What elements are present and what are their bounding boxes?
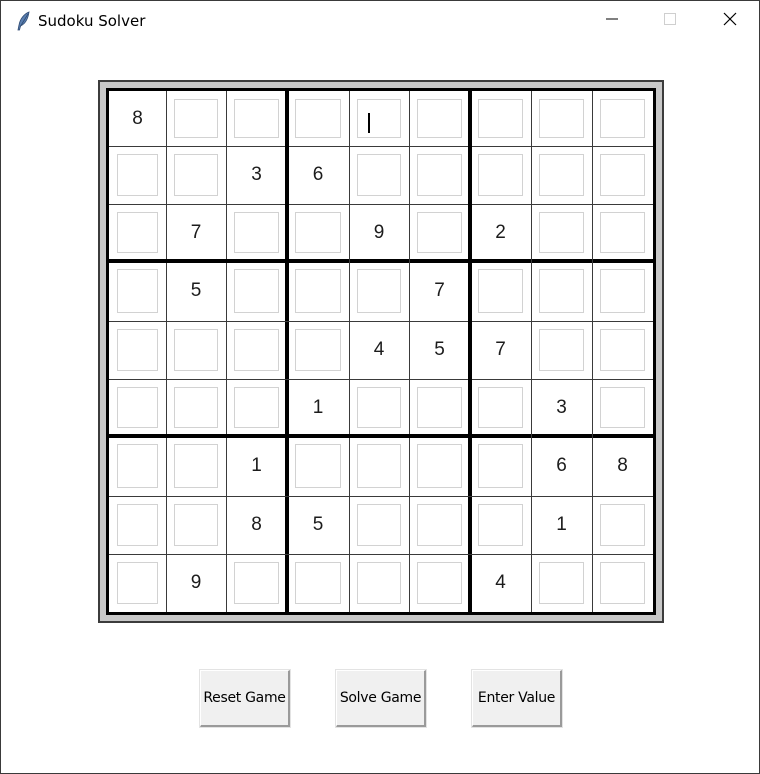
cell-entry-field[interactable] — [600, 387, 645, 428]
sudoku-cell-r6-c6[interactable] — [409, 379, 470, 436]
cell-value: 7 — [190, 221, 202, 243]
sudoku-cell-r7-c1[interactable] — [109, 436, 166, 496]
cell-value: 1 — [251, 455, 262, 476]
sudoku-cell-r9-c9[interactable] — [592, 554, 653, 612]
cell-value: 5 — [312, 514, 324, 535]
cell-entry-field[interactable] — [478, 154, 523, 196]
cell-entry-field[interactable] — [234, 562, 279, 604]
cell-value: 7 — [434, 280, 445, 301]
cell-value: 8 — [251, 514, 262, 535]
cell-entry-field[interactable] — [417, 387, 462, 428]
cell-entry-field[interactable] — [417, 212, 462, 253]
cell-value: 8 — [617, 455, 628, 476]
cell-value: 1 — [312, 396, 324, 418]
sudoku-cell-r4-c8[interactable] — [531, 261, 592, 321]
sudoku-cell-r4-c9[interactable] — [592, 261, 653, 321]
cell-entry-field[interactable] — [478, 269, 523, 313]
sudoku-cell-r7-c7[interactable] — [470, 436, 531, 496]
cell-divider-vertical — [531, 91, 532, 612]
cell-entry-field[interactable] — [234, 212, 279, 253]
cell-entry-field[interactable] — [417, 504, 462, 546]
sudoku-cell-r1-c9[interactable] — [592, 91, 653, 146]
cell-entry-field[interactable] — [117, 269, 158, 313]
cell-entry-field[interactable] — [234, 99, 279, 138]
minimize-icon — [606, 12, 618, 30]
sudoku-cell-r3-c9[interactable] — [592, 204, 653, 261]
sudoku-cell-r8-c8[interactable] — [531, 496, 592, 554]
sudoku-cell-r5-c9[interactable] — [592, 321, 653, 379]
enter-value-button[interactable]: Enter Value — [472, 670, 562, 727]
cell-entry-field[interactable] — [295, 562, 341, 604]
sudoku-cell-r5-c4[interactable] — [287, 321, 349, 379]
sudoku-cell-r2-c9[interactable] — [592, 146, 653, 204]
cell-value: 8 — [132, 107, 143, 129]
cell-entry-field[interactable] — [357, 154, 401, 196]
minimize-button[interactable] — [583, 1, 641, 41]
sudoku-grid — [106, 88, 656, 615]
cell-entry-field[interactable] — [117, 329, 158, 371]
cell-entry-field[interactable] — [295, 99, 341, 138]
cell-entry-field[interactable] — [357, 504, 401, 546]
cell-entry-field[interactable] — [234, 387, 279, 428]
cell-entry-field[interactable] — [539, 99, 584, 138]
text-cursor — [368, 113, 370, 133]
sudoku-cell-r4-c2[interactable] — [166, 261, 226, 321]
cell-entry-field[interactable] — [357, 444, 401, 488]
cell-divider-horizontal — [109, 321, 653, 322]
sudoku-cell-r4-c7[interactable] — [470, 261, 531, 321]
cell-entry-field[interactable] — [295, 269, 341, 313]
sudoku-cell-r4-c4[interactable] — [287, 261, 349, 321]
sudoku-cell-r8-c7[interactable] — [470, 496, 531, 554]
sudoku-cell-r2-c7[interactable] — [470, 146, 531, 204]
cell-value: 4 — [373, 339, 385, 360]
maximize-button[interactable] — [641, 1, 699, 41]
cell-entry-field[interactable] — [174, 504, 218, 546]
cell-entry-field[interactable] — [539, 269, 584, 313]
cell-divider-horizontal — [109, 146, 653, 147]
maximize-icon — [664, 12, 676, 30]
cell-value: 5 — [190, 280, 202, 301]
cell-entry-field[interactable] — [174, 154, 218, 196]
cell-divider-vertical — [349, 91, 350, 612]
sudoku-cell-r1-c1[interactable] — [109, 91, 166, 146]
sudoku-cell-r3-c5[interactable] — [349, 204, 409, 261]
sudoku-cell-r9-c5[interactable] — [349, 554, 409, 612]
cell-entry-field[interactable] — [417, 154, 462, 196]
sudoku-cell-r6-c5[interactable] — [349, 379, 409, 436]
cell-entry-field[interactable] — [357, 387, 401, 428]
feather-icon — [15, 11, 31, 31]
sudoku-cell-r8-c6[interactable] — [409, 496, 470, 554]
sudoku-cell-r5-c6[interactable] — [409, 321, 470, 379]
sudoku-cell-r2-c8[interactable] — [531, 146, 592, 204]
sudoku-cell-r5-c7[interactable] — [470, 321, 531, 379]
sudoku-cell-r7-c3[interactable] — [226, 436, 287, 496]
cell-entry-field[interactable] — [357, 562, 401, 604]
sudoku-cell-r5-c1[interactable] — [109, 321, 166, 379]
sudoku-cell-r2-c4[interactable] — [287, 146, 349, 204]
sudoku-cell-r9-c8[interactable] — [531, 554, 592, 612]
box-divider-horizontal — [109, 434, 653, 438]
cell-value: 3 — [251, 164, 262, 185]
sudoku-cell-r3-c4[interactable] — [287, 204, 349, 261]
sudoku-cell-r5-c8[interactable] — [531, 321, 592, 379]
sudoku-cell-r9-c1[interactable] — [109, 554, 166, 612]
cell-entry-field[interactable] — [117, 504, 158, 546]
cell-entry-field[interactable] — [417, 444, 462, 488]
cell-value: 6 — [312, 164, 324, 185]
cell-divider-vertical — [409, 91, 410, 612]
cell-value: 7 — [495, 339, 506, 360]
cell-entry-field[interactable] — [478, 387, 523, 428]
sudoku-cell-r5-c5[interactable] — [349, 321, 409, 379]
sudoku-cell-r7-c5[interactable] — [349, 436, 409, 496]
cell-entry-field[interactable] — [600, 504, 645, 546]
sudoku-cell-r8-c2[interactable] — [166, 496, 226, 554]
sudoku-cell-r6-c3[interactable] — [226, 379, 287, 436]
cell-entry-field[interactable] — [117, 444, 158, 488]
sudoku-cell-r3-c8[interactable] — [531, 204, 592, 261]
cell-value: 4 — [495, 572, 506, 593]
title-bar — [1, 1, 759, 41]
sudoku-cell-r5-c2[interactable] — [166, 321, 226, 379]
sudoku-cell-r7-c9[interactable] — [592, 436, 653, 496]
sudoku-cell-r3-c7[interactable] — [470, 204, 531, 261]
sudoku-cell-r1-c7[interactable] — [470, 91, 531, 146]
cell-entry-field[interactable] — [174, 99, 218, 138]
cell-entry-field[interactable] — [600, 212, 645, 253]
cell-entry-field[interactable] — [539, 154, 584, 196]
sudoku-cell-r9-c6[interactable] — [409, 554, 470, 612]
cell-entry-field[interactable] — [117, 212, 158, 253]
cell-entry-field[interactable] — [417, 562, 462, 604]
sudoku-cell-r5-c3[interactable] — [226, 321, 287, 379]
sudoku-cell-r2-c2[interactable] — [166, 146, 226, 204]
sudoku-cell-r3-c3[interactable] — [226, 204, 287, 261]
sudoku-cell-r8-c5[interactable] — [349, 496, 409, 554]
cell-entry-field[interactable] — [478, 444, 523, 488]
cell-entry-field[interactable] — [478, 99, 523, 138]
sudoku-cell-r2-c1[interactable] — [109, 146, 166, 204]
cell-entry-field[interactable] — [417, 99, 462, 138]
cell-value: 3 — [556, 396, 567, 418]
cell-divider-horizontal — [109, 204, 653, 205]
sudoku-cell-r6-c9[interactable] — [592, 379, 653, 436]
sudoku-cell-r6-c1[interactable] — [109, 379, 166, 436]
box-divider-vertical — [468, 91, 472, 612]
close-icon — [723, 12, 737, 31]
cell-divider-vertical — [166, 91, 167, 612]
cell-value: 9 — [373, 221, 385, 243]
cell-divider-horizontal — [109, 554, 653, 555]
solve-game-button[interactable]: Solve Game — [336, 670, 426, 727]
cell-entry-field[interactable] — [117, 154, 158, 196]
sudoku-cell-r7-c2[interactable] — [166, 436, 226, 496]
sudoku-cell-r6-c2[interactable] — [166, 379, 226, 436]
cell-entry-field[interactable] — [539, 329, 584, 371]
cell-entry-field[interactable] — [117, 562, 158, 604]
cell-entry-field[interactable] — [234, 329, 279, 371]
sudoku-cell-r4-c5[interactable] — [349, 261, 409, 321]
cell-divider-horizontal — [109, 379, 653, 380]
cell-value: 5 — [434, 339, 445, 360]
cell-entry-field[interactable] — [539, 212, 584, 253]
window-title: Sudoku Solver — [38, 12, 146, 30]
sudoku-cell-r3-c1[interactable] — [109, 204, 166, 261]
sudoku-cell-r8-c1[interactable] — [109, 496, 166, 554]
sudoku-cell-r6-c4[interactable] — [287, 379, 349, 436]
box-divider-horizontal — [109, 259, 653, 263]
box-divider-vertical — [285, 91, 289, 612]
sudoku-cell-r1-c6[interactable] — [409, 91, 470, 146]
sudoku-cell-r8-c4[interactable] — [287, 496, 349, 554]
cell-entry-field[interactable] — [600, 269, 645, 313]
cell-value: 1 — [556, 514, 567, 535]
sudoku-cell-r7-c8[interactable] — [531, 436, 592, 496]
reset-game-button[interactable]: Reset Game — [200, 670, 290, 727]
sudoku-cell-r9-c7[interactable] — [470, 554, 531, 612]
sudoku-cell-r7-c6[interactable] — [409, 436, 470, 496]
cell-entry-field[interactable] — [600, 329, 645, 371]
sudoku-cell-r2-c6[interactable] — [409, 146, 470, 204]
sudoku-cell-r1-c4[interactable] — [287, 91, 349, 146]
sudoku-cell-r8-c9[interactable] — [592, 496, 653, 554]
cell-entry-field[interactable] — [174, 329, 218, 371]
cell-entry-field[interactable] — [117, 387, 158, 428]
cell-divider-vertical — [592, 91, 593, 612]
sudoku-cell-r1-c3[interactable] — [226, 91, 287, 146]
cell-entry-field[interactable] — [478, 504, 523, 546]
sudoku-cell-r4-c6[interactable] — [409, 261, 470, 321]
cell-entry-field[interactable] — [295, 212, 341, 253]
sudoku-cell-r6-c7[interactable] — [470, 379, 531, 436]
cell-entry-field[interactable] — [295, 444, 341, 488]
sudoku-cell-r9-c4[interactable] — [287, 554, 349, 612]
cell-divider-vertical — [226, 91, 227, 612]
cell-value: 9 — [190, 572, 202, 593]
sudoku-cell-r1-c8[interactable] — [531, 91, 592, 146]
cell-entry-field[interactable] — [234, 269, 279, 313]
sudoku-board-frame — [98, 80, 664, 623]
cell-divider-horizontal — [109, 496, 653, 497]
sudoku-cell-r4-c3[interactable] — [226, 261, 287, 321]
cell-value: 6 — [556, 455, 567, 476]
sudoku-cell-r4-c1[interactable] — [109, 261, 166, 321]
sudoku-cell-r3-c2[interactable] — [166, 204, 226, 261]
sudoku-cell-r1-c2[interactable] — [166, 91, 226, 146]
sudoku-cell-r9-c3[interactable] — [226, 554, 287, 612]
cell-entry-field[interactable] — [539, 562, 584, 604]
sudoku-cell-r1-c5[interactable] — [349, 91, 409, 146]
cell-entry-field[interactable] — [600, 99, 645, 138]
cell-entry-field[interactable] — [600, 154, 645, 196]
cell-entry-field[interactable] — [600, 562, 645, 604]
cell-entry-field[interactable] — [174, 444, 218, 488]
sudoku-cell-r9-c2[interactable] — [166, 554, 226, 612]
sudoku-cell-r6-c8[interactable] — [531, 379, 592, 436]
sudoku-cell-r8-c3[interactable] — [226, 496, 287, 554]
cell-entry-field[interactable] — [295, 329, 341, 371]
cell-value: 2 — [495, 221, 506, 243]
sudoku-cell-r3-c6[interactable] — [409, 204, 470, 261]
sudoku-cell-r7-c4[interactable] — [287, 436, 349, 496]
cell-entry-field[interactable] — [357, 269, 401, 313]
cell-entry-field[interactable] — [357, 99, 401, 138]
sudoku-cell-r2-c5[interactable] — [349, 146, 409, 204]
sudoku-cell-r2-c3[interactable] — [226, 146, 287, 204]
close-button[interactable] — [701, 1, 759, 41]
cell-entry-field[interactable] — [174, 387, 218, 428]
